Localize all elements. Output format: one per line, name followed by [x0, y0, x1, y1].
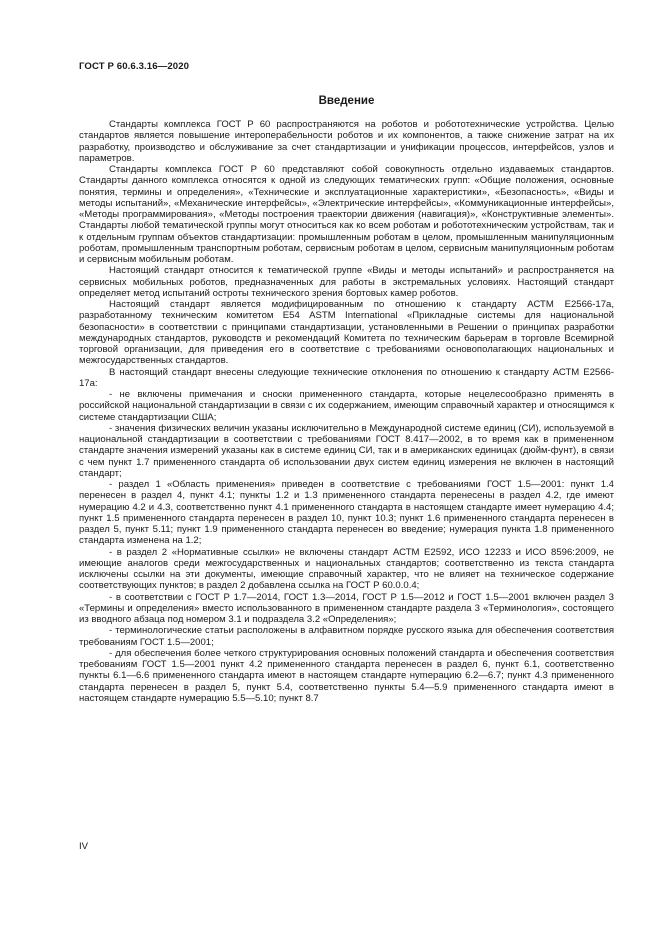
list-item: - терминологические статьи расположены в алфавитном порядке русского языка для обеспечения соответствия требованиям ГОСТ 1.5—2001; — [79, 625, 614, 648]
section-title: Введение — [318, 95, 375, 107]
paragraph: Стандарты комплекса ГОСТ Р 60 распространяются на роботов и робототехнические устройства. Целью стандартов является повышение интероперабельности роботов и их компонентов, а также снижение затрат на их разработку, производство и обслуживание за счет стандартизации и унификации процессов, интерфейсов, узлов и параметров. — [79, 119, 614, 164]
page-number: IV — [79, 841, 89, 852]
list-item: - не включены примечания и сноски примененного стандарта, которые нецелесообразно применять в российской национальной стандартизации в связи с их содержанием, имеющим справочный характер и относящимся к системе стандартизации США; — [79, 389, 614, 423]
paragraph: В настоящий стандарт внесены следующие технические отклонения по отношению к стандарту АСТМ Е2566-17а: — [79, 366, 614, 389]
document-code: ГОСТ Р 60.6.3.16—2020 — [79, 61, 190, 72]
paragraph: Стандарты комплекса ГОСТ Р 60 представляют собой совокупность отдельно издаваемых стандартов. Стандарты данного комплекса относятся к одной из следующих тематических групп: «Общие положения, основные понятия, термины и определения», «Технические и эксплуатационные характеристики», «Безопасность», «Виды и методы испытаний», «Механические интерфейсы», «Электрические интерфейсы», «Коммуникационные интерфейсы», «Методы программирования», «Методы построения траектории движения (навигация)», «Конструктивные элементы». Стандарты любой тематической группы могут относиться как ко всем роботам и робототехническим устройствам, так и к отдельным группам объектов стандартизации: промышленным роботам в целом, промышленным манипуляционным роботам, промышленным транспортным роботам, сервисным роботам в целом, сервисным манипуляционным роботам и сервисным мобильным роботам. — [79, 164, 614, 265]
list-item: - в соответствии с ГОСТ Р 1.7—2014, ГОСТ 1.3—2014, ГОСТ Р 1.5—2012 и ГОСТ 1.5—2001 включен раздел 3 «Термины и определения» вместо использованного в примененном стандарте раздела 3 «Терминология», состоящего из вводного абзаца под номером 3.1 и подраздела 3.2 «Определения»; — [79, 591, 614, 625]
paragraph: Настоящий стандарт относится к тематической группе «Виды и методы испытаний» и распространяется на сервисных мобильных роботов, предназначенных для работы в экстремальных условиях. Настоящий стандарт определяет метод испытаний остроты технического зрения бортовых камер роботов. — [79, 265, 614, 299]
list-item: - в раздел 2 «Нормативные ссылки» не включены стандарт АСТМ Е2592, ИСО 12233 и ИСО 8596:2009, не имеющие аналогов среди межгосударственных и национальных стандартов; соответственно из текста стандарта исключены ссылки на эти документы, имеющие справочный характер, что не влияет на техническое содержание соответствующих пунктов; в раздел 2 добавлена ссылка на ГОСТ Р 60.0.0.4; — [79, 546, 614, 592]
list-item: - значения физических величин указаны исключительно в Международной системе единиц (СИ), используемой в национальной стандартизации в соответствии с требованиями ГОСТ 8.417—2002, в то время как в примененном стандарте значения измерений указаны как в системе единиц СИ, так и в американских единицах (дюйм-фунт), в связи с чем пункт 1.7 примененного стандарта об использовании двух систем единиц измерения не включен в настоящий стандарт; — [79, 422, 614, 479]
paragraph: Настоящий стандарт является модифицированным по отношению к стандарту АСТМ Е2566-17а, разработанному техническим комитетом Е54 ASTM International «Прикладные системы для национальной безопасности» в соответствии с принципами стандартизации, установленными в Решении о принципах разработки международных стандартов, руководств и рекомендаций Комитета по техническим барьерам в торговле Всемирной торговой организации, для приведения его в соответствие с требованиями основополагающих национальных и межгосударственных стандартов. — [79, 299, 614, 367]
list-item: - раздел 1 «Область применения» приведен в соответствие с требованиями ГОСТ 1.5—2001: пункт 1.4 перенесен в раздел 4, пункт 4.1; пункты 1.2 и 1.3 примененного стандарта перенесены в раздел 4.2, где имеют нумерацию 4.2 и 4.3, соответственно пункт 4.1 примененного стандарта в настоящем стандарте имеет нумерацию 4.4; пункт 1.5 примененного стандарта перенесен в раздел 10, пункт 10.3; пункт 1.6 примененного стандарта перенесен в раздел 5, пункт 5.11; пункт 1.9 примененного стандарта перенесен во введение; нумерация пункта 1.8 примененного стандарта изменена на 1.2; — [79, 479, 614, 547]
body-text — [79, 119, 614, 704]
list-item: - для обеспечения более четкого структурирования основных положений стандарта и обеспечения соответствия требованиям ГОСТ 1.5—2001 пункт 4.2 примененного стандарта перенесен в раздел 6, пункт 6.1, соответственно пункты 6.1—6.6 примененного стандарта имеют в настоящем стандарте нуmерацию 6.2—6.7; пункт 4.3 примененного стандарта перенесен в раздел 5, пункт 5.4, соответственно пункты 5.4—5.9 примененного стандарта имеют в настоящем стандарте нумерацию 5.5—5.10; пункт 8.7 — [79, 647, 614, 704]
